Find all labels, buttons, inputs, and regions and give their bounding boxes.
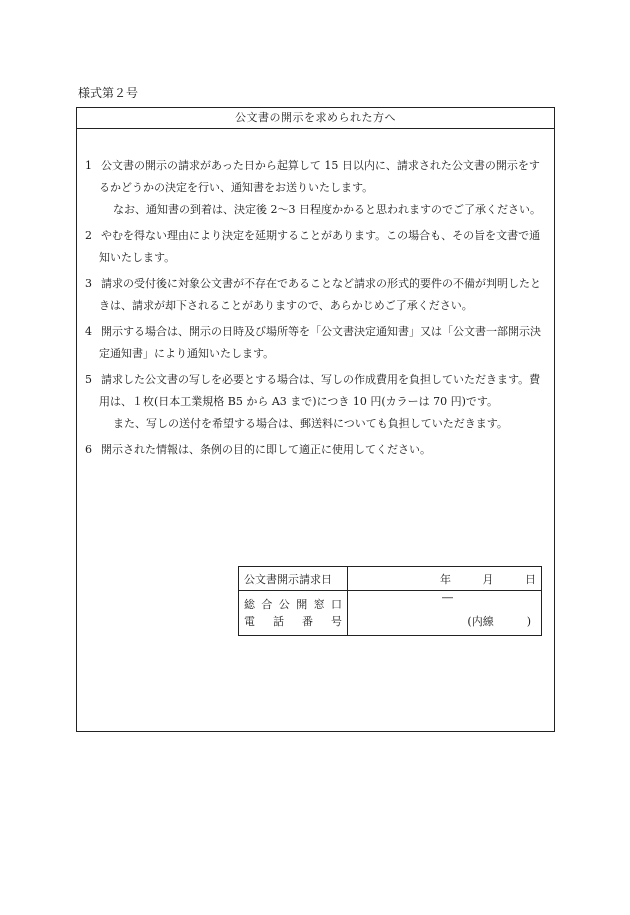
notice-item-5 [85, 369, 546, 435]
phone-label: 電話番号 [244, 615, 342, 628]
notice-item-1 [85, 155, 546, 221]
item-text: 請求した公文書の写しを必要とする場合は、写しの作成費用を負担していただきます。費用は、１枚(日本工業規格 B5 から A3 まで)につき 10 円(カラーは 70 円)です。 [99, 373, 541, 408]
notice-item-3 [85, 273, 546, 317]
item-text: 開示する場合は、開示の日時及び場所等を「公文書決定通知書」又は「公文書一部開示決定通知書」により通知いたします。 [99, 325, 541, 360]
item-note: なお、通知書の到着は、決定後 2～3 日程度かかると思われますのでご了承ください。 [113, 203, 541, 216]
request-date-row [239, 567, 542, 591]
item-note: また、写しの送付を希望する場合は、郵送料についても負担していただきます。 [113, 417, 508, 430]
item-text: やむを得ない理由により決定を延期することがあります。この場合も、その旨を文書で通知いたします。 [99, 229, 541, 264]
request-date-label: 公文書開示請求日 [239, 567, 348, 591]
day-label: 日 [525, 572, 536, 586]
item-text: 公文書の開示の請求があった日から起算して 15 日以内に、請求された公文書の開示をするかどうかの決定を行い、通知書をお送りいたします。 [99, 159, 540, 194]
extension-label: (内線 ) [467, 615, 531, 628]
month-label: 月 [482, 572, 494, 586]
item-number: 4 [85, 325, 92, 338]
contact-info-table [238, 566, 542, 636]
notice-items [77, 129, 554, 461]
item-text: 請求の受付後に対象公文書が不存在であることなど請求の形式的要件の不備が判明したときは、請求が却下されることがありますので、あらかじめご了承ください。 [99, 277, 541, 312]
item-number: 6 [85, 443, 92, 456]
contact-field [348, 591, 542, 636]
item-number: 3 [85, 277, 92, 290]
notice-item-4 [85, 321, 546, 365]
notice-item-2 [85, 225, 546, 269]
form-number: 様式第２号 [78, 86, 139, 100]
office-label: 総合公開窓口 [244, 598, 342, 611]
item-number: 5 [85, 373, 92, 386]
contact-row [239, 591, 542, 636]
item-text: 開示された情報は、条例の目的に即して適正に使用してください。 [101, 443, 431, 456]
notice-frame [76, 107, 555, 732]
phone-dash: ― [442, 591, 453, 604]
notice-title: 公文書の開示を求められた方へ [77, 108, 554, 129]
item-number: 1 [85, 159, 92, 172]
year-label: 年 [440, 572, 451, 586]
notice-item-6 [85, 439, 546, 461]
item-number: 2 [85, 229, 92, 242]
contact-labels [239, 591, 348, 636]
request-date-field [348, 567, 542, 591]
